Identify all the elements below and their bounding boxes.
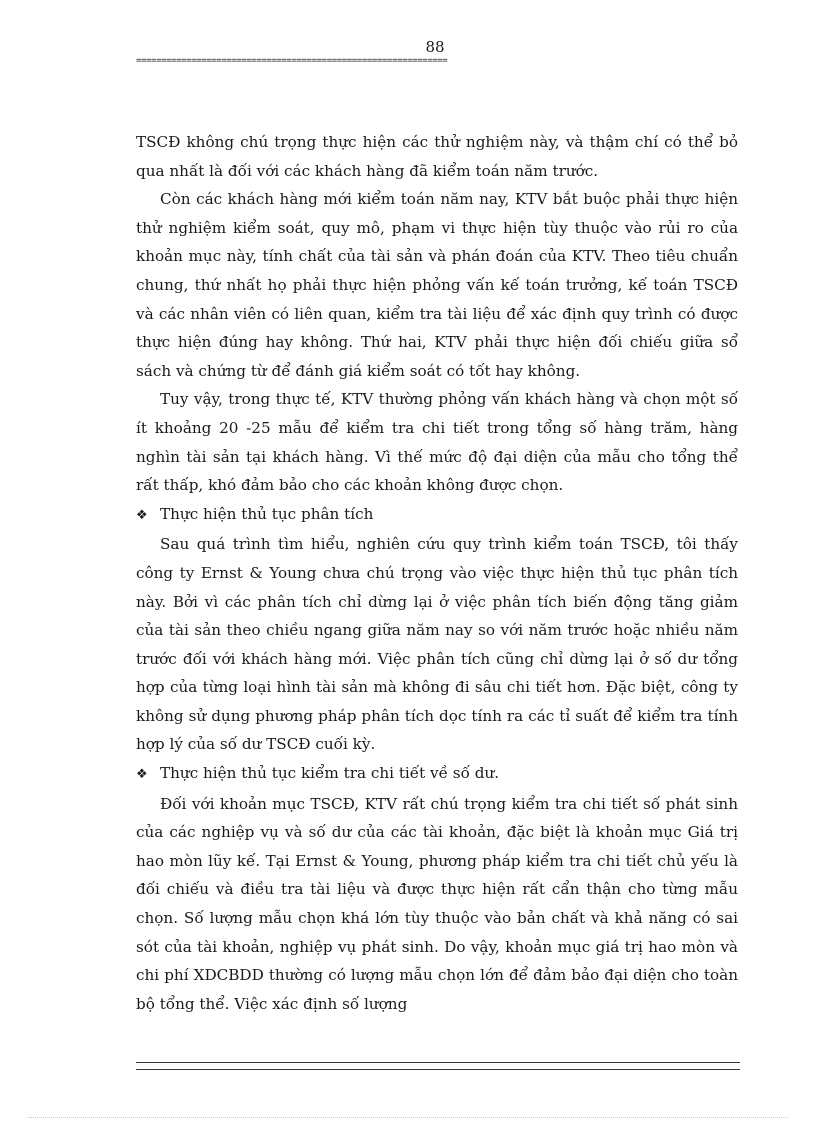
page-number: 88 bbox=[425, 38, 445, 56]
document-body bbox=[136, 128, 738, 1018]
header-separator: ============================================================== bbox=[136, 56, 448, 66]
bullet-heading: Thực hiện thủ tục phân tích bbox=[160, 504, 374, 523]
page-bottom-dotted-line bbox=[28, 1117, 788, 1118]
paragraph-4: Sau quá trình tìm hiểu, nghiên cứu quy trình kiểm toán TSCĐ, tôi thấy công ty Ernst & Young chưa chú trọng vào việc thực hiện thủ tục phân tích này. Bởi vì các phân tích chỉ dừng lại ở việc phân tích biến động tăng giảm của tài sản theo chiều ngang giữa năm nay so với năm trước hoặc nhiều năm trước đối với khách hàng mới. Việc phân tích cũng chỉ dừng lại ở số dư tổng hợp của từng loại hình tài sản mà không đi sâu chi tiết hơn. Đặc biệt, công ty không sử dụng phương pháp phân tích dọc tính ra các tỉ suất để kiểm tra tính hợp lý của số dư TSCĐ cuối kỳ. bbox=[136, 535, 738, 754]
footer-double-rule bbox=[136, 1062, 740, 1070]
paragraph-3: Tuy vậy, trong thực tế, KTV thường phỏng vấn khách hàng và chọn một số ít khoảng 20 -25 mẫu để kiểm tra chi tiết trong tổng số hàng trăm, hàng nghìn tài sản tại khách hàng. Vì thế mức độ đại diện của mẫu cho tổng thể rất thấp, khó đảm bảo cho các khoản không được chọn. bbox=[136, 390, 738, 495]
diamond-bullet-icon: ❖ bbox=[136, 767, 148, 783]
diamond-bullet-icon: ❖ bbox=[136, 507, 148, 523]
paragraph-5: Đối với khoản mục TSCĐ, KTV rất chú trọng kiểm tra chi tiết số phát sinh của các nghiệp vụ và số dư của các tài khoản, đặc biệt là khoản mục Giá trị hao mòn lũy kế. Tại Ernst & Young, phương pháp kiểm tra chi tiết chủ yếu là đối chiếu và điều tra tài liệu và được thực hiện rất cẩn thận cho từng mẫu chọn. Số lượng mẫu chọn khá lớn tùy thuộc vào bản chất và khả năng có sai sót của tài khoản, nghiệp vụ phát sinh. Do vậy, khoản mục giá trị hao mòn và chi phí XDCBDD thường có lượng mẫu chọn lớn để đảm bảo đại diện cho toàn bộ tổng thể. Việc xác định số lượng bbox=[136, 794, 738, 1013]
bullet-heading: Thực hiện thủ tục kiểm tra chi tiết về số dư. bbox=[160, 764, 500, 783]
bullet-analytical-procedures bbox=[136, 500, 738, 531]
paragraph-1: TSCĐ không chú trọng thực hiện các thử nghiệm này, và thậm chí có thể bỏ qua nhất là đối với các khách hàng đã kiểm toán năm trước. bbox=[136, 133, 738, 180]
bullet-detail-tests bbox=[136, 759, 738, 790]
paragraph-2: Còn các khách hàng mới kiểm toán năm nay, KTV bắt buộc phải thực hiện thử nghiệm kiểm soát, quy mô, phạm vi thực hiện tùy thuộc vào rủi ro của khoản mục này, tính chất của tài sản và phán đoán của KTV. Theo tiêu chuẩn chung, thứ nhất họ phải thực hiện phỏng vấn kế toán trưởng, kế toán TSCĐ và các nhân viên có liên quan, kiểm tra tài liệu để xác định quy trình có được thực hiện đúng hay không. Thứ hai, KTV phải thực hiện đối chiếu giữa sổ sách và chứng từ để đánh giá kiểm soát có tốt hay không. bbox=[136, 190, 738, 380]
